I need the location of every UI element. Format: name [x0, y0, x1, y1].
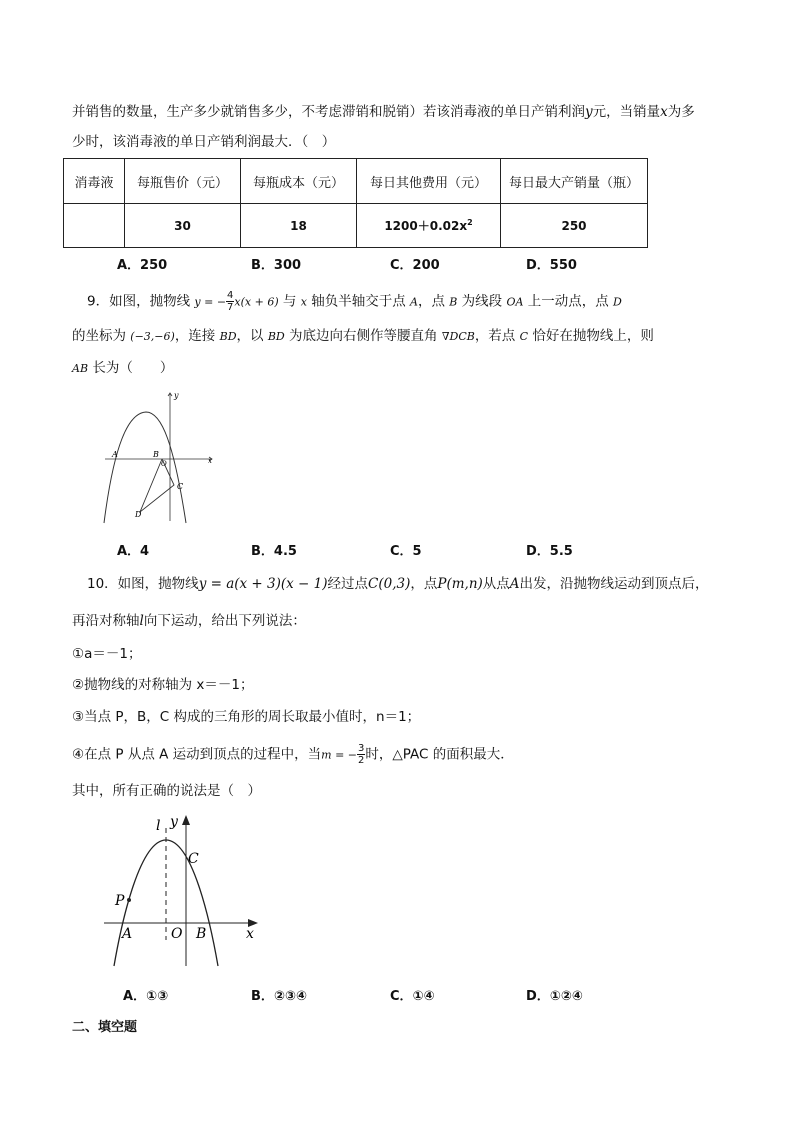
table-header-cell: 每瓶成本（元）: [241, 159, 357, 204]
q10-statement-3: ③当点 P，B，C 构成的三角形的周长取最小值时，n＝1；: [72, 709, 421, 725]
q10-option-a: A．①③: [123, 989, 169, 1004]
q8-option-c: C．200: [390, 258, 440, 273]
y-axis-arrow-icon: [182, 815, 190, 825]
label-a: A: [112, 450, 118, 459]
table-cell: 250: [501, 204, 648, 248]
q8-option-a: A．250: [117, 258, 168, 273]
label-l: l: [156, 818, 161, 834]
q10-line2: 再沿对称轴l向下运动，给出下列说法：: [72, 613, 306, 629]
label-d: D: [135, 510, 142, 519]
q9-option-b: B．4.5: [251, 544, 297, 559]
table-header-cell: 每瓶售价（元）: [125, 159, 241, 204]
table-header-row: [64, 159, 648, 204]
q8-line2: 少时，该消毒液的单日产销利润最大．（ ）: [72, 134, 336, 150]
label-c: C: [177, 482, 184, 491]
table-header-cell: 消毒液: [64, 159, 125, 204]
q9-option-d: D．5.5: [526, 544, 573, 559]
q10-statement-4: ④在点 P 从点 A 运动到顶点的过程中，当m = − $\frac{3}{2}$ 时，△PAC 的面积最大．: [72, 743, 514, 766]
label-o: O: [161, 460, 167, 468]
table-cell: 30: [125, 204, 241, 248]
q10-line1: 10．如图，抛物线y = a(x + 3)(x − 1)经过点C(0,3)，点P(m,n)从点A出发，沿抛物线运动到顶点后，: [87, 576, 709, 592]
q10-option-c: C．①④: [390, 989, 435, 1004]
q8-option-d: D．550: [526, 258, 577, 273]
triangle-dcb: [140, 459, 174, 512]
q8-line1: 并销售的数量，生产多少就销售多少，不考虑滞销和脱销）若该消毒液的单日产销利润y元，当销量x为多: [72, 104, 695, 120]
q10-ask: 其中，所有正确的说法是（ ）: [72, 783, 261, 799]
label-o: O: [171, 926, 183, 942]
label-x: x: [208, 457, 212, 465]
q10-option-b: B．②③④: [251, 989, 307, 1004]
point-p: [127, 898, 131, 902]
label-b: B: [153, 450, 159, 459]
label-x: x: [246, 926, 254, 942]
q10-figure: [100, 810, 270, 970]
q9-line3: AB 长为（ ）: [72, 360, 174, 376]
label-p: P: [115, 893, 125, 909]
q9-line2: 的坐标为 (−3,−6)，连接 BD，以 BD 为底边向右侧作等腰直角 ∇DCB，若点 C 恰好在抛物线上，则: [72, 328, 654, 344]
label-a: A: [122, 926, 133, 942]
q10-option-d: D．①②④: [526, 989, 583, 1004]
q8-table: [63, 158, 648, 248]
label-y: y: [174, 391, 179, 400]
label-y: y: [170, 814, 178, 830]
q9-figure: [100, 385, 220, 525]
parabola-curve: [104, 412, 186, 523]
table-cell: 18: [241, 204, 357, 248]
table-header-cell: 每日其他费用（元）: [357, 159, 501, 204]
q10-statement-2: ②抛物线的对称轴为 x＝－1；: [72, 677, 254, 693]
table-cell: [64, 204, 125, 248]
table-row: [64, 204, 648, 248]
table-header-cell: 每日最大产销量（瓶）: [501, 159, 648, 204]
label-c: C: [188, 851, 199, 867]
q10-statement-1: ①a＝－1；: [72, 646, 142, 662]
q9-option-a: A．4: [117, 544, 150, 559]
section-heading: 二、填空题: [72, 1020, 138, 1035]
label-b: B: [196, 926, 207, 942]
table-cell: $1200+0.02x^2$: [357, 204, 501, 248]
q8-option-b: B．300: [251, 258, 302, 273]
q9-line1: 9．如图，抛物线 y = − $\frac{4}{7}$ x(x + 6) 与 x 轴负半轴交于点 A，点 B 为线段 OA 上一动点，点 D: [87, 290, 622, 313]
q9-option-c: C．5: [390, 544, 422, 559]
